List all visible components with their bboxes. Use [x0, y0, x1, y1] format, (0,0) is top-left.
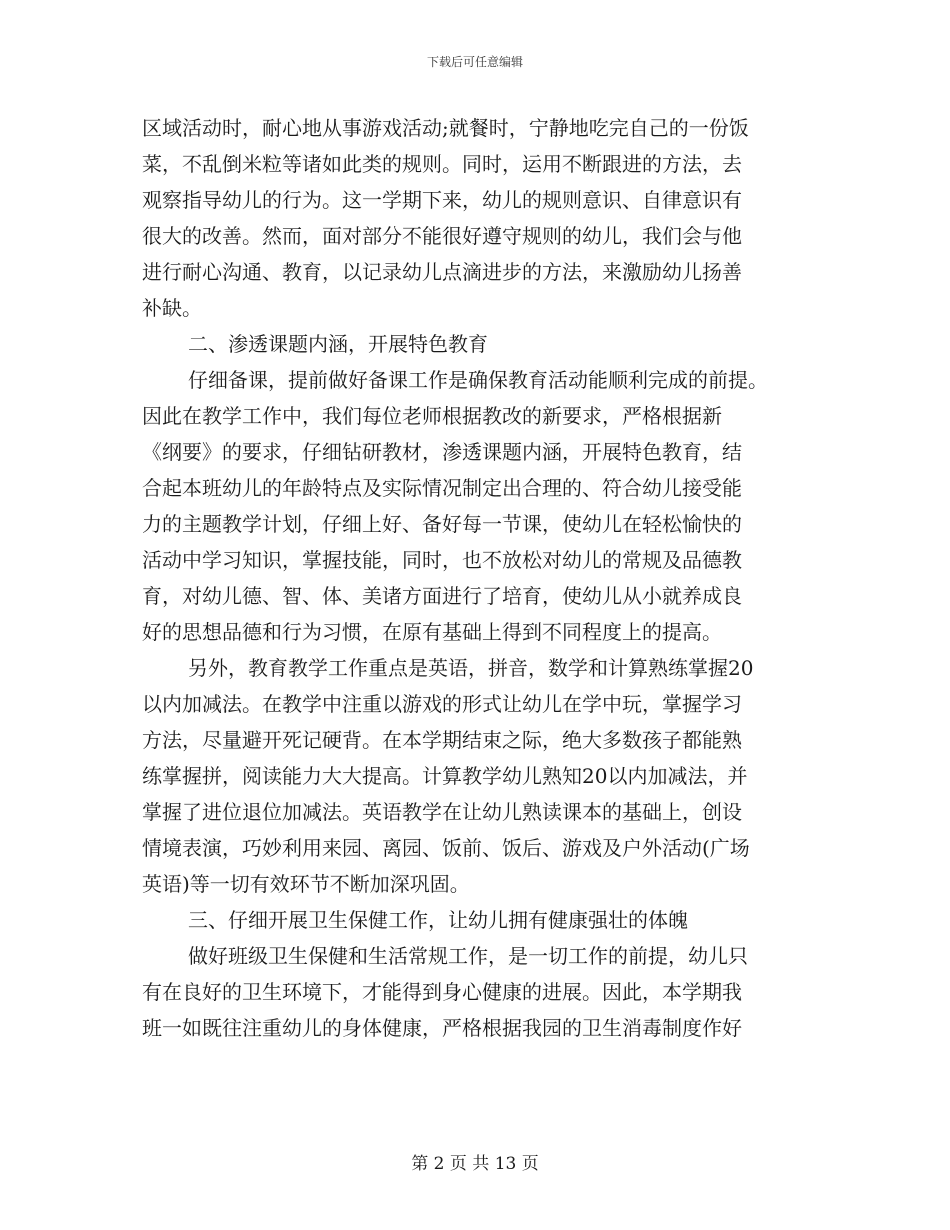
body-line: 情境表演，巧妙利用来园、离园、饭前、饭后、游戏及户外活动(广场 [142, 836, 750, 860]
body-line: 育，对幼儿德、智、体、美诸方面进行了培育，使幼儿从小就养成良 [142, 584, 742, 608]
body-line: 班一如既往注重幼儿的身体健康，严格根据我园的卫生消毒制度作好 [142, 1016, 742, 1040]
body-line: 好的思想品德和行为习惯，在原有基础上得到不同程度上的提高。 [142, 620, 722, 644]
body-line: 观察指导幼儿的行为。这一学期下来，幼儿的规则意识、自律意识有 [142, 188, 742, 212]
body-line: 另外，教育教学工作重点是英语，拼音，数学和计算熟练掌握20 [188, 656, 754, 680]
body-line: 掌握了进位退位加减法。英语教学在让幼儿熟读课本的基础上，创设 [142, 800, 742, 824]
body-line: 因此在教学工作中，我们每位老师根据教改的新要求，严格根据新 [142, 404, 722, 428]
body-line: 合起本班幼儿的年龄特点及实际情况制定出合理的、符合幼儿接受能 [142, 476, 742, 500]
body-line: 以内加减法。在教学中注重以游戏的形式让幼儿在学中玩，掌握学习 [142, 692, 742, 716]
body-line: 很大的改善。然而，面对部分不能很好遵守规则的幼儿，我们会与他 [142, 224, 742, 248]
body-line: 《纲要》的要求，仔细钻研教材，渗透课题内涵，开展特色教育，结 [142, 440, 742, 464]
body-line: 补缺。 [142, 296, 202, 320]
section-heading: 三、仔细开展卫生保健工作，让幼儿拥有健康强壮的体魄 [188, 908, 688, 932]
body-line: 活动中学习知识，掌握技能，同时，也不放松对幼儿的常规及品德教 [142, 548, 742, 572]
body-line: 力的主题教学计划，仔细上好、备好每一节课，使幼儿在轻松愉快的 [142, 512, 742, 536]
body-line: 仔细备课，提前做好备课工作是确保教育活动能顺利完成的前提。 [188, 368, 768, 392]
section-heading: 二、渗透课题内涵，开展特色教育 [188, 332, 488, 356]
page-number-footer: 第 2 页 共 13 页 [411, 1154, 539, 1174]
document-body [142, 110, 842, 1046]
body-line: 有在良好的卫生环境下，才能得到身心健康的进展。因此，本学期我 [142, 980, 742, 1004]
body-line: 做好班级卫生保健和生活常规工作，是一切工作的前提，幼儿只 [188, 944, 748, 968]
body-line: 进行耐心沟通、教育，以记录幼儿点滴进步的方法，来激励幼儿扬善 [142, 260, 742, 284]
page-header-note: 下载后可任意编辑 [426, 55, 523, 69]
body-line: 区域活动时，耐心地从事游戏活动;就餐时，宁静地吃完自己的一份饭 [142, 116, 749, 140]
body-line: 菜，不乱倒米粒等诸如此类的规则。同时，运用不断跟进的方法，去 [142, 152, 742, 176]
body-line: 练掌握拼，阅读能力大大提高。计算教学幼儿熟知20以内加减法，并 [142, 764, 748, 788]
body-line: 英语)等一切有效环节不断加深巩固。 [142, 872, 470, 896]
body-line: 方法，尽量避开死记硬背。在本学期结束之际，绝大多数孩子都能熟 [142, 728, 742, 752]
